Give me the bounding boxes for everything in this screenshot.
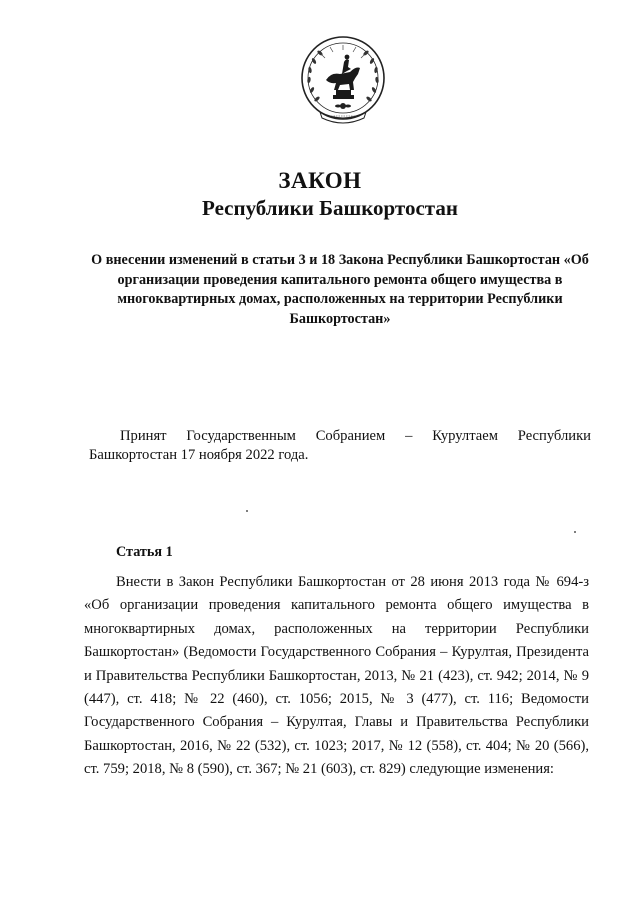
coat-of-arms-icon [298, 30, 388, 130]
law-title: ЗАКОН [278, 168, 362, 193]
scan-speck [246, 510, 248, 512]
article-body: Внести в Закон Республики Башкортостан от 28 июня 2013 года № 694-з «Об организации проведения капитального ремонта общего имущества в многоквартирных домах, расположенных на территории Республики Башкортостан» (Ведомости Государственного Собрания – Курултая, Президента и Правительства Республики Башкортостан, 2013, № 21 (423), ст. 942; 2014, № 9 (447), ст. 418; № 22 (460), ст. 1056; 2015, № 3 (477), ст. 116; Ведомости Государственного Собрания – Курултая, Главы и Правительства Республики Башкортостан, 2016, № 22 (532), ст. 1023; 2017, № 12 (558), ст. 404; № 20 (566), ст. 759; 2018, № 8 (590), ст. 367; № 21 (603), ст. 829) следующие изменения: [84, 574, 589, 778]
article-heading: Статья 1 [116, 544, 173, 560]
document-heading: О внесении изменений в статьи 3 и 18 Закона Республики Башкортостан «Об организации проведения капитального ремонта общего имущества в многоквартирных домах, расположенных на территории Республики Башкортостан» [91, 252, 589, 327]
scan-speck [574, 531, 576, 533]
adoption-statement: Принят Государственным Собранием – Курултаем Республики Башкортостан 17 ноября 2022 года. [89, 428, 591, 463]
law-subtitle: Республики Башкортостан [202, 196, 458, 220]
